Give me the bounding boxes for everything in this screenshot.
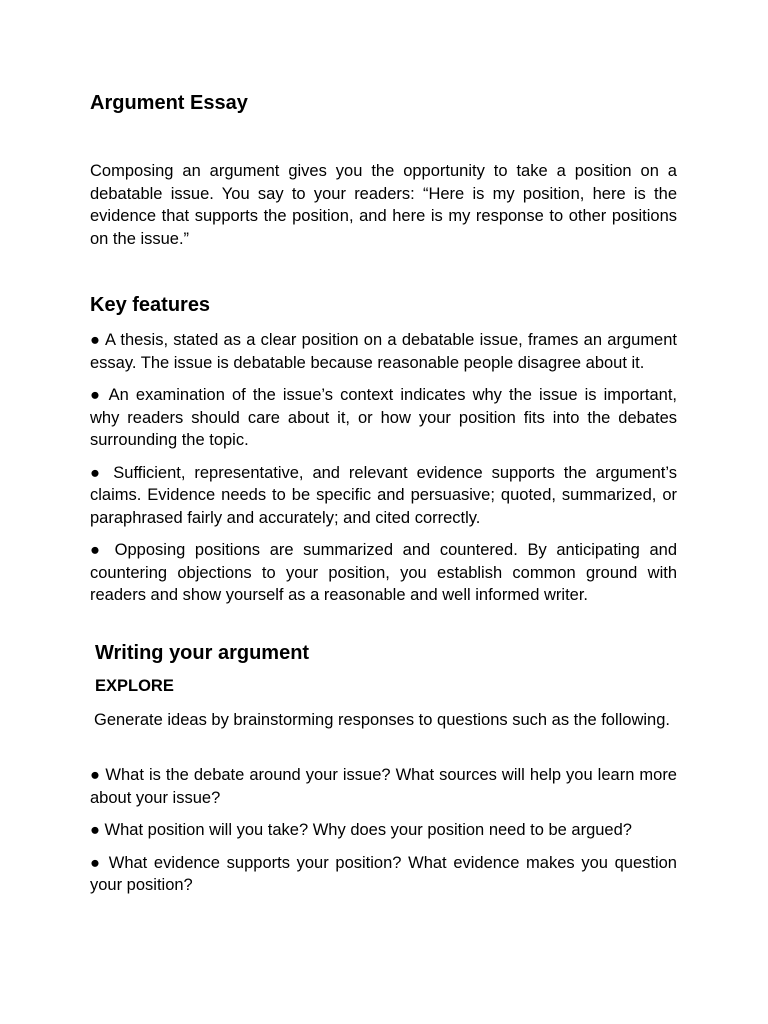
explore-subheading: EXPLORE [95, 677, 174, 695]
document-title: Argument Essay [90, 92, 248, 114]
key-feature-item: ● Opposing positions are summarized and countered. By anticipating and countering objections to your position, you establish common ground with readers and show yourself as a reasonable and well informed writer. [90, 541, 677, 604]
explore-questions-list [90, 764, 677, 907]
explore-question-item: ● What evidence supports your position? What evidence makes you question your position? [90, 853, 677, 894]
key-features-list [90, 329, 677, 617]
key-feature-item: ● A thesis, stated as a clear position on a debatable issue, frames an argument essay. The issue is debatable because reasonable people disagree about it. [90, 331, 677, 372]
explore-question-item: ● What position will you take? Why does your position need to be argued? [90, 821, 632, 839]
intro-paragraph: Composing an argument gives you the opportunity to take a position on a debatable issue. You say to your readers: “Here is my position, here is the evidence that supports the position, and here is my response to other positions on the issue.” [90, 162, 677, 248]
key-feature-item: ● Sufficient, representative, and relevant evidence supports the argument’s claims. Evidence needs to be specific and persuasive; quoted, summarized, or paraphrased fairly and accurately; and cited correctly. [90, 463, 677, 527]
explore-intro-paragraph: Generate ideas by brainstorming responses to questions such as the following. [94, 711, 670, 729]
key-features-heading: Key features [90, 294, 211, 316]
explore-question-item: ● What is the debate around your issue? What sources will help you learn more about your issue? [90, 766, 677, 807]
key-feature-item: ● An examination of the issue’s context indicates why the issue is important, why readers should care about it, or how your position fits into the debates surrounding the topic. [90, 386, 677, 449]
writing-heading: Writing your argument [95, 642, 310, 664]
